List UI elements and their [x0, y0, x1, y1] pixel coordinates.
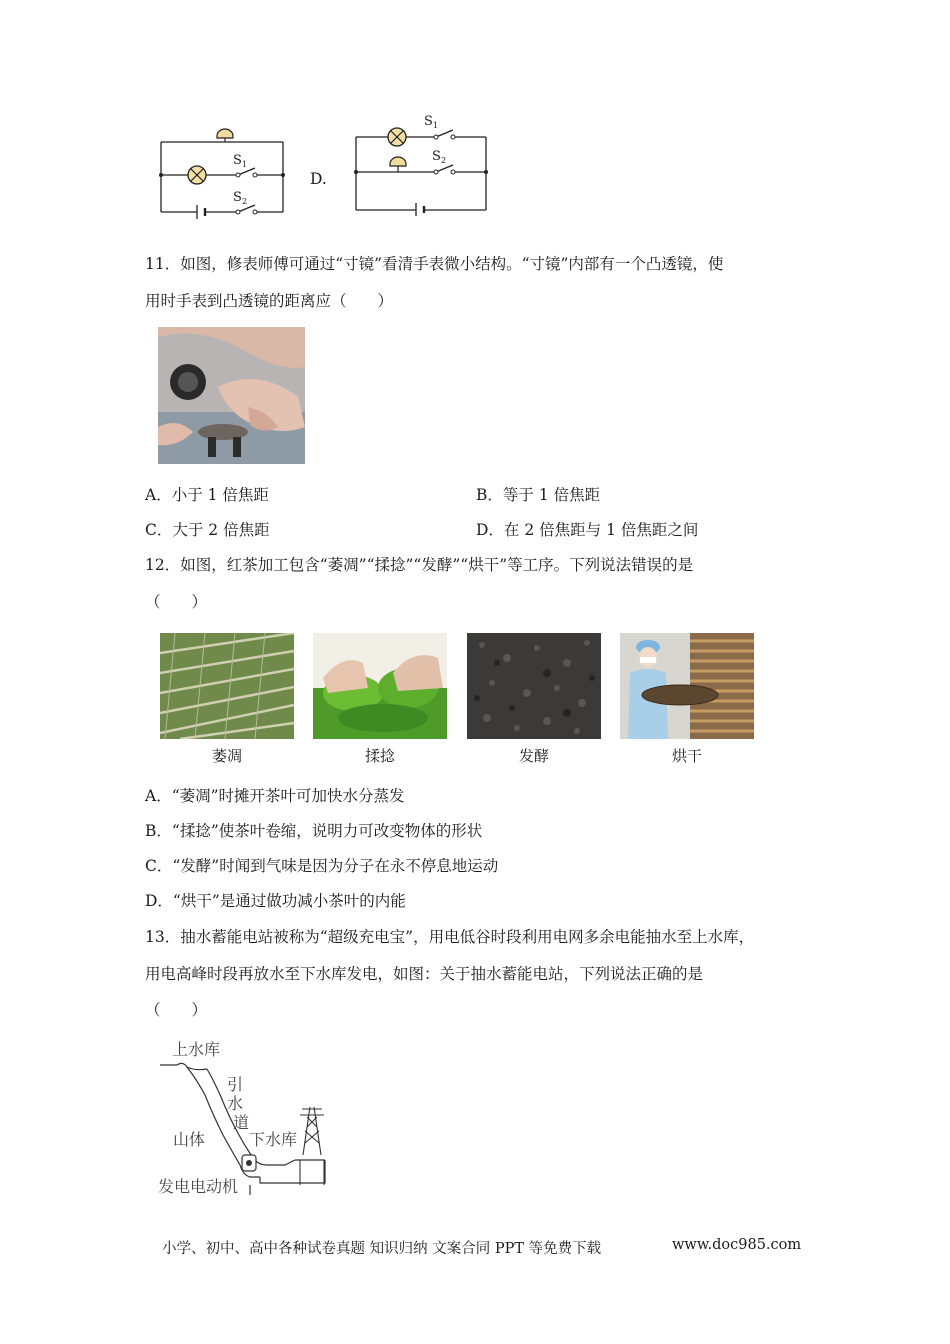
q11-option-b[interactable]: B．等于 1 倍焦距 — [476, 486, 601, 504]
q13-stem-line1: 13．抽水蓄能电站被称为“超级充电宝”，用电低谷时段利用电网多余电能抽水至上水库， — [145, 928, 755, 946]
svg-text:发电电动机: 发电电动机 — [158, 1177, 239, 1196]
svg-text:山体: 山体 — [173, 1130, 206, 1149]
q12-option-d[interactable]: D．“烘干”是通过做功减小茶叶的内能 — [145, 892, 406, 910]
caption-drying: 烘干 — [671, 747, 702, 765]
q12-option-c[interactable]: C．“发酵”时闻到气味是因为分子在永不停息地运动 — [145, 857, 499, 875]
tea-fermentation-photo — [467, 633, 601, 739]
s2-label: S — [233, 190, 242, 205]
tea-withering-photo — [160, 633, 294, 739]
q11-stem-line1: 11．如图，修表师傅可通过“寸镜”看清手表微小结构。“寸镜”内部有一个凸透镜，使 — [145, 255, 724, 273]
watch-repair-photo — [158, 327, 305, 464]
q11-stem-line2: 用时手表到凸透镜的距离应（ ） — [145, 292, 394, 310]
q13-stem-line2: 用电高峰时段再放水至下水库发电，如图：关于抽水蓄能电站，下列说法正确的是 — [145, 965, 704, 983]
bell-icon — [390, 157, 406, 166]
option-d-label[interactable]: D. — [310, 170, 327, 188]
q12-stem-line1: 12．如图，红茶加工包含“萎凋”“揉捻”“发酵”“烘干”等工序。下列说法错误的是 — [145, 556, 694, 574]
svg-text:S — [233, 153, 242, 168]
q11-option-d[interactable]: D．在 2 倍焦距与 1 倍焦距之间 — [476, 521, 699, 539]
svg-text:下水库: 下水库 — [249, 1130, 298, 1149]
svg-text:水: 水 — [227, 1094, 244, 1113]
circuit-diagram-d — [350, 112, 490, 216]
svg-text:上水库: 上水库 — [172, 1040, 221, 1059]
svg-text:2: 2 — [242, 197, 248, 206]
q13-stem-line3: （ ） — [145, 1001, 208, 1019]
svg-text:引: 引 — [227, 1075, 244, 1094]
svg-text:2: 2 — [441, 156, 447, 165]
svg-text:S: S — [424, 114, 433, 129]
caption-withering: 萎凋 — [211, 747, 242, 765]
bulb-icon — [188, 166, 206, 184]
q11-option-c[interactable]: C．大于 2 倍焦距 — [145, 521, 270, 539]
q12-option-a[interactable]: A．“萎凋”时摊开茶叶可加快水分蒸发 — [145, 787, 405, 805]
svg-text:1: 1 — [242, 160, 248, 169]
caption-rolling: 揉捻 — [364, 747, 395, 765]
bell-icon — [217, 129, 233, 138]
svg-text:道: 道 — [233, 1113, 250, 1132]
q12-option-b[interactable]: B．“揉捻”使茶叶卷缩，说明力可改变物体的形状 — [145, 822, 483, 840]
svg-text:1: 1 — [433, 121, 439, 130]
pumped-storage-diagram — [155, 1035, 355, 1200]
q11-option-a[interactable]: A．小于 1 倍焦距 — [145, 486, 269, 504]
tea-drying-photo — [620, 633, 754, 739]
footer-url-link[interactable]: www.doc985.com — [672, 1237, 802, 1253]
svg-text:S: S — [432, 149, 441, 164]
s1-label: S — [233, 153, 242, 168]
circuit-diagram-c — [155, 120, 290, 220]
bulb-icon — [388, 128, 406, 146]
q12-stem-line2: （ ） — [145, 593, 208, 611]
tea-rolling-photo — [313, 633, 447, 739]
svg-text:S — [233, 190, 242, 205]
footer-promo-text: 小学、初中、高中各种试卷真题 知识归纳 文案合同 PPT 等免费下载 — [162, 1241, 602, 1257]
caption-fermentation: 发酵 — [518, 747, 549, 765]
